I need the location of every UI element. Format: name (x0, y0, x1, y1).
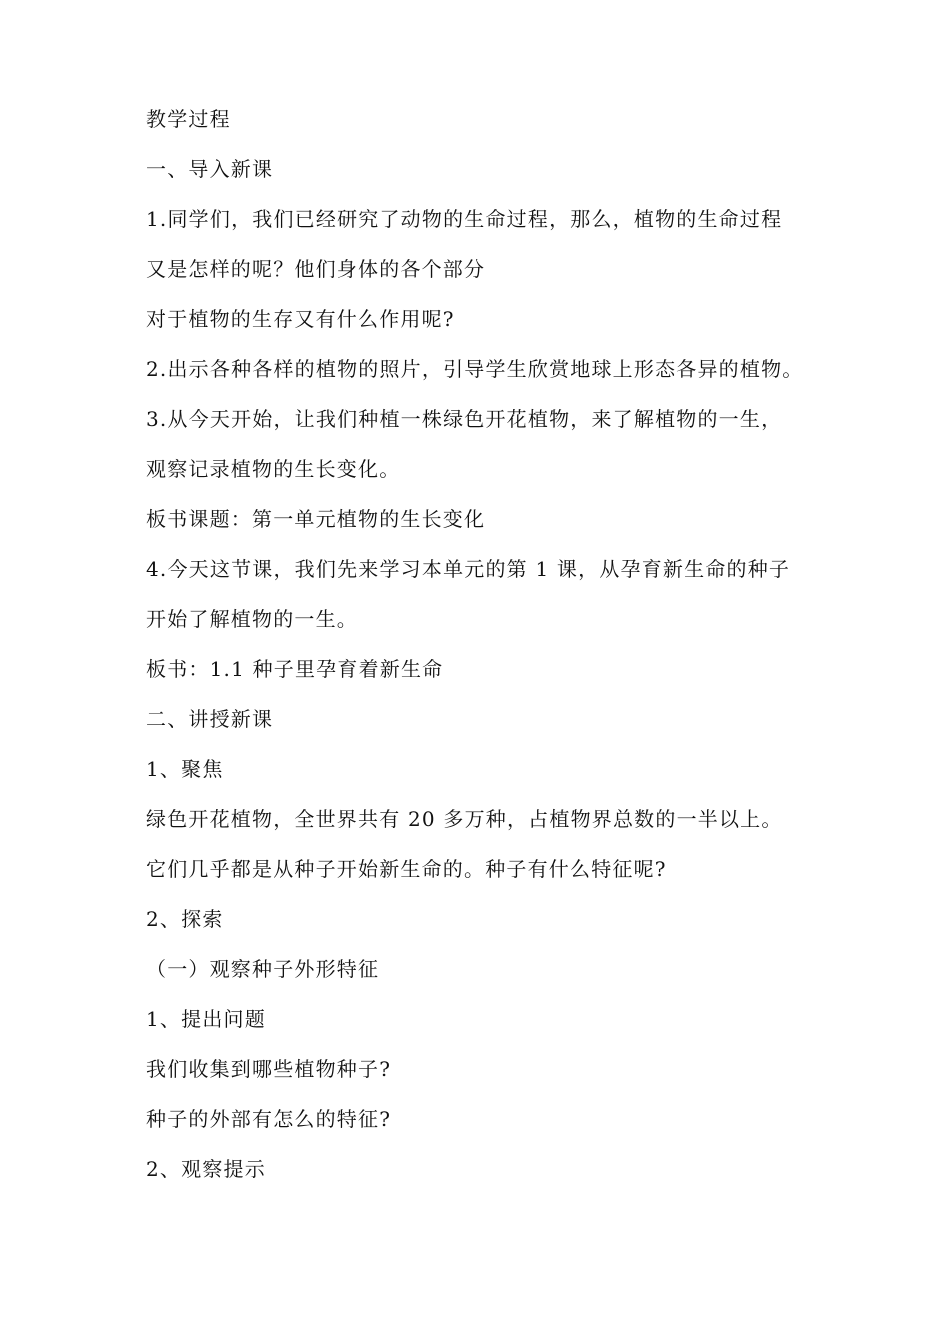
paragraph-line: 开始了解植物的一生。 (146, 607, 358, 631)
paragraph-line: 观察记录植物的生长变化。 (146, 457, 401, 481)
paragraph-line: 我们收集到哪些植物种子? (146, 1057, 392, 1081)
paragraph-line: 又是怎样的呢？他们身体的各个部分 (146, 257, 486, 281)
paragraph-line: 它们几乎都是从种子开始新生命的。种子有什么特征呢? (146, 857, 667, 881)
paragraph-line: 2.出示各种各样的植物的照片，引导学生欣赏地球上形态各异的植物。 (146, 357, 804, 381)
paragraph-line: 对于植物的生存又有什么作用呢? (146, 307, 455, 331)
paragraph-line: 1.同学们，我们已经研究了动物的生命过程，那么，植物的生命过程 (146, 207, 783, 231)
paragraph-line: 4.今天这节课，我们先来学习本单元的第 1 课，从孕育新生命的种子 (146, 557, 791, 581)
subheading-explore: 2、探索 (146, 907, 224, 931)
board-lesson-line: 板书：1.1 种子里孕育着新生命 (146, 657, 444, 681)
document-body (146, 94, 826, 1194)
paragraph-line: 绿色开花植物，全世界共有 20 多万种，占植物界总数的一半以上。 (146, 807, 783, 831)
section-heading-teaching-process: 教学过程 (146, 107, 231, 131)
board-title-line: 板书课题：第一单元植物的生长变化 (146, 507, 486, 531)
subheading-observe-seed-shape: （一）观察种子外形特征 (146, 957, 380, 981)
subheading-observation-tips: 2、观察提示 (146, 1157, 266, 1181)
paragraph-line: 3.从今天开始，让我们种植一株绿色开花植物，来了解植物的一生， (146, 407, 783, 431)
subheading-focus: 1、聚焦 (146, 757, 224, 781)
section-heading-new-lesson: 二、讲授新课 (146, 707, 274, 731)
paragraph-line: 种子的外部有怎么的特征? (146, 1107, 392, 1131)
subheading-ask-question: 1、提出问题 (146, 1007, 266, 1031)
section-heading-intro: 一、导入新课 (146, 157, 274, 181)
